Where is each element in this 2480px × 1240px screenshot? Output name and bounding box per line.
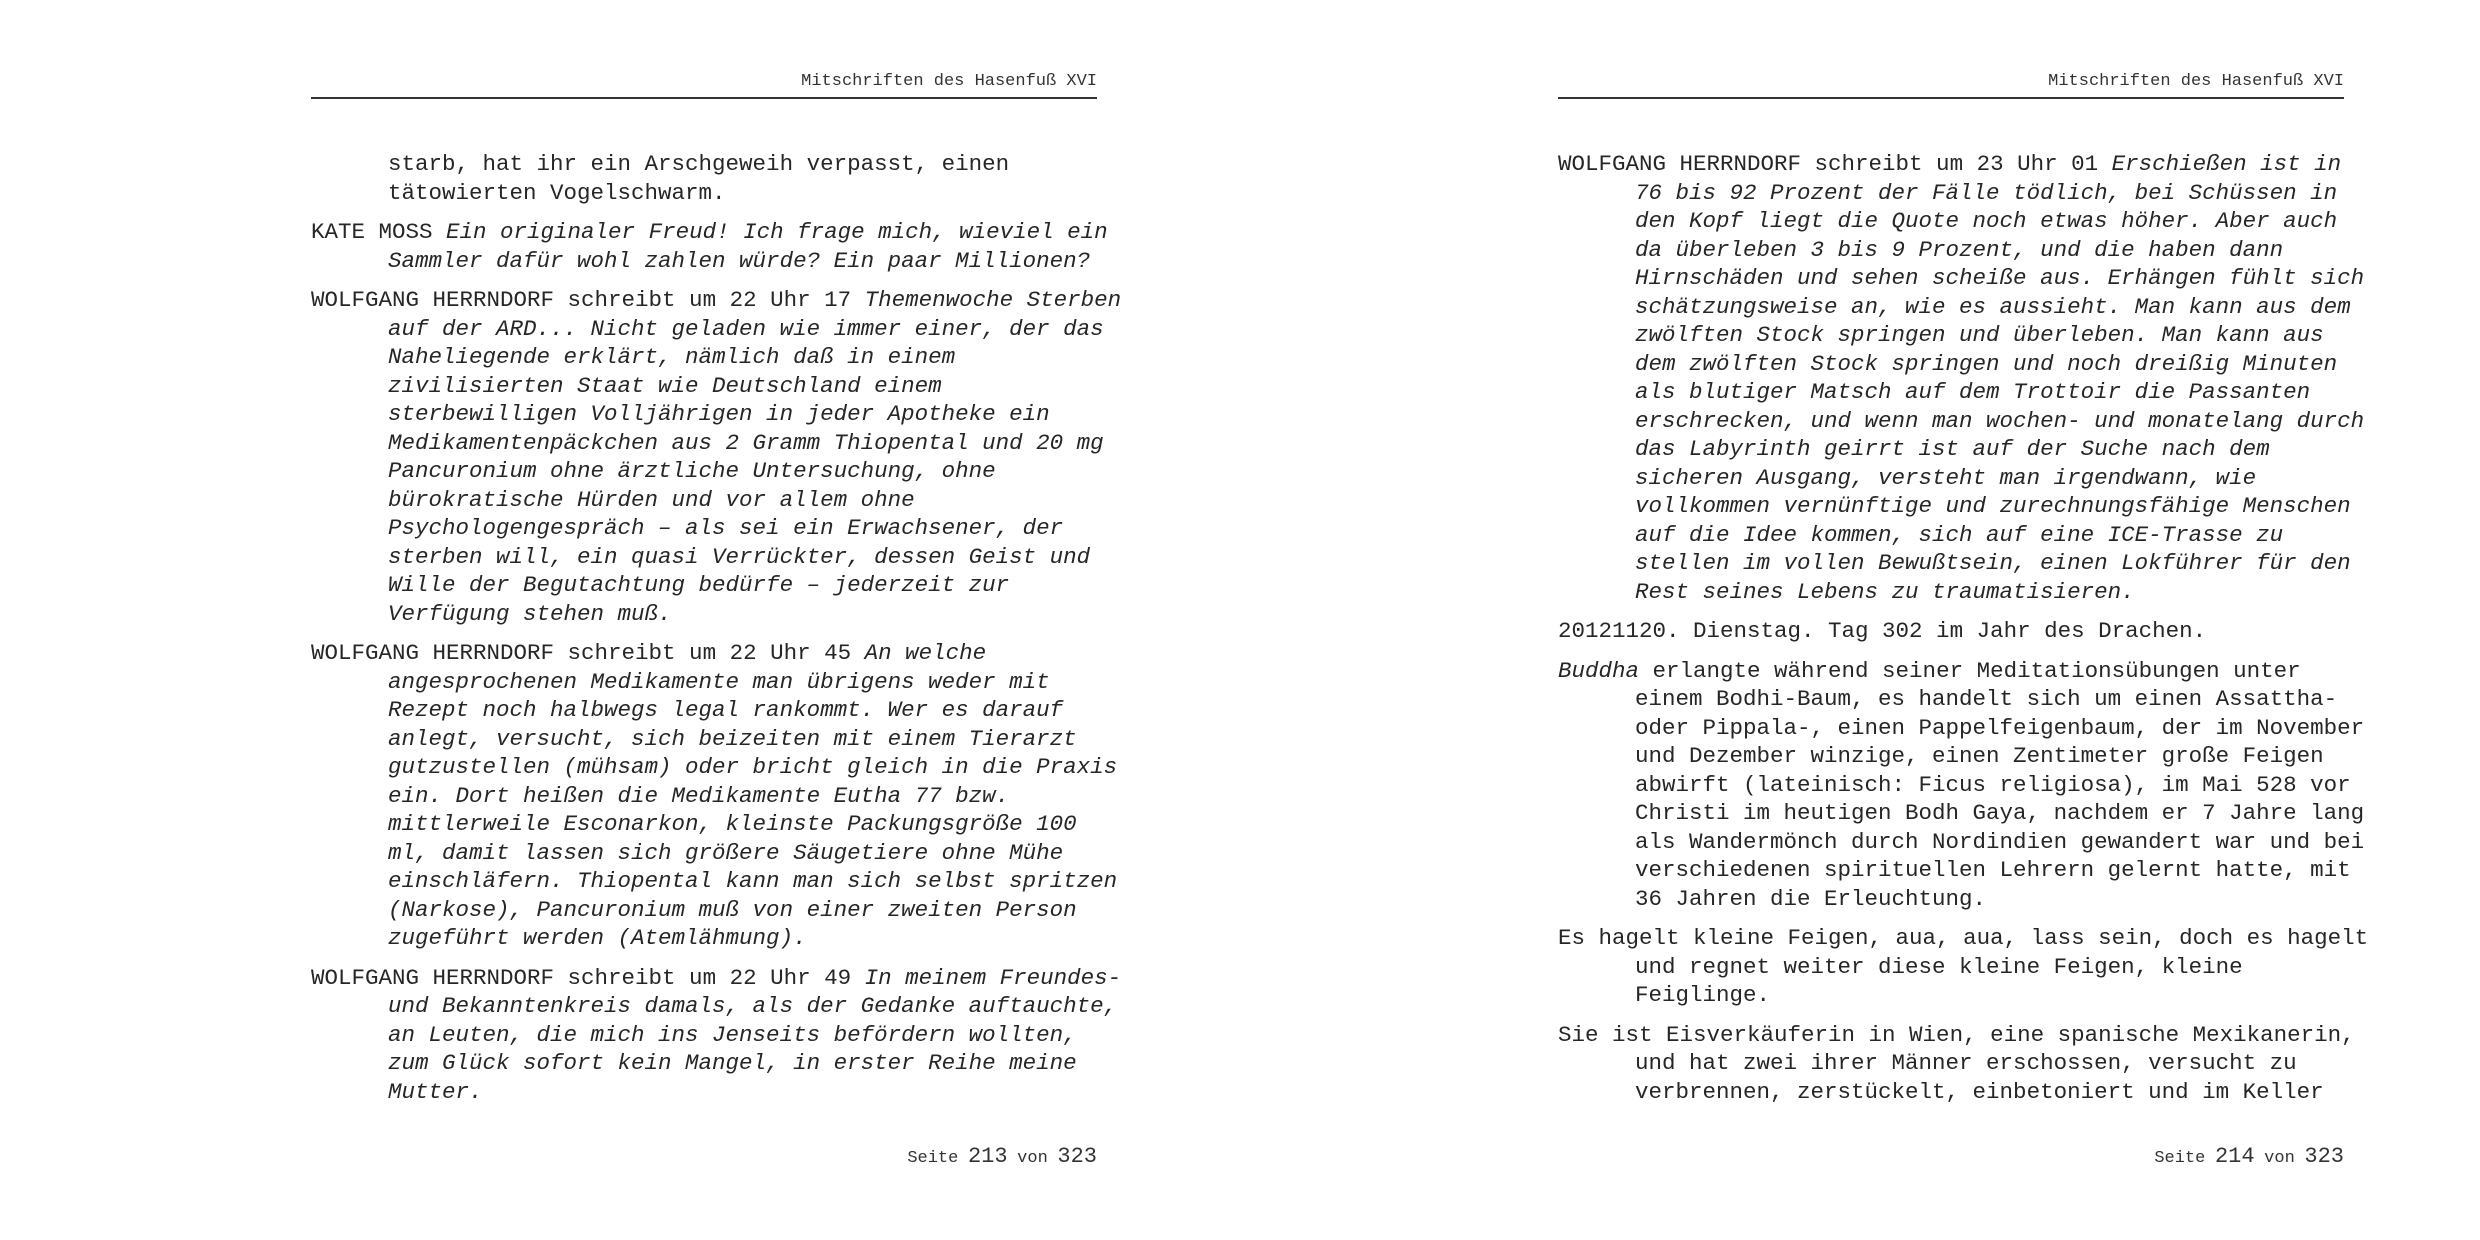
text-line [1558, 856, 2351, 885]
text-line [1558, 714, 2365, 743]
page-footer [2154, 1144, 2344, 1169]
text-line [1558, 885, 2344, 914]
footer-middle: von [2264, 1149, 2295, 1168]
italic-text: Verfügung stehen muß. [388, 600, 672, 627]
text-line [311, 668, 1097, 697]
text-line [1558, 378, 2344, 407]
italic-text: Pancuronium ohne ärztliche Untersuchung, ohne [388, 458, 996, 484]
text-line [311, 992, 1118, 1021]
text-run: 20121120. Dienstag. Tag 302 im Jahr des Drachen. [1558, 618, 2207, 644]
text-line [311, 600, 1097, 629]
text-line [311, 571, 1097, 600]
italic-text: Buddha [1558, 657, 1640, 684]
text-line [1558, 236, 2344, 265]
italic-text: Mutter. [388, 1078, 483, 1105]
text-line [311, 896, 1097, 925]
text-paragraph [311, 964, 1122, 1107]
text-run: tätowierten Vogelschwarm. [388, 179, 726, 206]
text-line [311, 286, 1122, 315]
text-line [1558, 207, 2344, 236]
italic-text: Themenwoche Sterben [864, 287, 1122, 313]
text-run: und hat zwei ihrer Männer erschossen, versucht zu [1635, 1050, 2297, 1076]
text-paragraph [311, 286, 1122, 628]
page-footer [907, 1144, 1097, 1169]
header-rule [1558, 97, 2344, 99]
text-line [311, 839, 1097, 868]
text-line [311, 1021, 1097, 1050]
text-line [311, 372, 1097, 401]
text-line [1558, 1049, 2344, 1078]
page-body [1558, 150, 2369, 1117]
text-run: als Wandermönch durch Nordindien gewandert war und bei [1635, 828, 2365, 855]
italic-text: zivilisierten Staat wie Deutschland einem [388, 372, 942, 399]
text-line [311, 247, 1097, 276]
text-paragraph [1558, 617, 2344, 646]
running-header: Mitschriften des Hasenfuß XVI [801, 72, 1097, 91]
text-run: WOLFGANG HERRNDORF schreibt um 23 Uhr 01 [1558, 151, 2112, 177]
text-line [311, 400, 1097, 429]
italic-text: sicheren Ausgang, versteht man irgendwann, wie [1635, 464, 2257, 491]
text-run: Christi im heutigen Bodh Gaya, nachdem er 7 Jahre lang [1635, 800, 2365, 826]
text-line [1558, 1078, 2344, 1107]
italic-text: 76 bis 92 Prozent der Fälle tödlich, bei Schüssen in [1635, 179, 2338, 206]
italic-text: zwölften Stock springen und überleben. Man kann aus [1635, 322, 2324, 348]
italic-text: Rest seines Lebens zu traumatisieren. [1635, 578, 2135, 605]
text-run: starb, hat ihr ein Arschgeweih verpasst, einen [388, 151, 1010, 177]
text-line [1558, 578, 2344, 607]
italic-text: das Labyrinth geirrt ist auf der Suche nach dem [1635, 436, 2270, 462]
text-line [311, 543, 1097, 572]
running-header: Mitschriften des Hasenfuß XVI [2048, 72, 2344, 91]
text-run: KATE MOSS [311, 219, 447, 245]
text-run: und Dezember winzige, einen Zentimeter große Feigen [1635, 743, 2324, 769]
text-line [311, 639, 1097, 668]
text-line [311, 486, 1097, 515]
text-line [1558, 492, 2351, 521]
text-line [311, 429, 1104, 458]
text-line [311, 782, 1097, 811]
text-line [311, 867, 1118, 896]
italic-text: stellen im vollen Bewußtsein, einen Lokführer für den [1635, 550, 2351, 576]
italic-text: angesprochenen Medikamente man übrigens weder mit [388, 668, 1050, 695]
footer-total-pages: 323 [1057, 1144, 1097, 1169]
text-paragraph [1558, 657, 2365, 914]
text-line [1558, 771, 2351, 800]
text-line [311, 964, 1122, 993]
text-line [1558, 435, 2344, 464]
text-line [311, 179, 1097, 208]
text-line [1558, 657, 2344, 686]
page-right [1558, 0, 2369, 1240]
text-run: WOLFGANG HERRNDORF schreibt um 22 Uhr 49 [311, 964, 865, 991]
text-line [1558, 264, 2365, 293]
italic-text: Wille der Begutachtung bedürfe – jederzeit zur [388, 572, 1010, 598]
text-line [1558, 828, 2365, 857]
italic-text: sterben will, ein quasi Verrückter, dessen Geist und [388, 543, 1091, 570]
text-line [311, 457, 1097, 486]
italic-text: vollkommen vernünftige und zurechnungsfähige Menschen [1635, 493, 2351, 519]
italic-text: auf die Idee kommen, sich auf eine ICE-Trasse zu [1635, 521, 2284, 548]
text-line [1558, 742, 2344, 771]
text-line [1558, 521, 2344, 550]
text-line [311, 315, 1104, 344]
footer-page-number: 213 [967, 1144, 1008, 1169]
text-line [311, 343, 1097, 372]
italic-text: als blutiger Matsch auf dem Trottoir die Passanten [1635, 379, 2311, 405]
text-line [1558, 464, 2344, 493]
italic-text: anlegt, versucht, sich beizeiten mit einem Tierarzt [388, 725, 1077, 752]
text-run: verschiedenen spirituellen Lehrern gelernt hatte, mit [1635, 857, 2351, 883]
text-paragraph [311, 150, 1097, 207]
text-line [1558, 179, 2344, 208]
italic-text: Medikamentenpäckchen aus 2 Gramm Thiopental und 20 mg [388, 429, 1104, 456]
italic-text: Rezept noch halbwegs legal rankommt. Wer es darauf [388, 697, 1064, 723]
italic-text: schätzungsweise an, wie es aussieht. Man kann aus dem [1635, 293, 2351, 320]
italic-text: Naheliegende erklärt, nämlich daß in einem [388, 344, 956, 370]
text-run: oder Pippala-, einen Pappelfeigenbaum, der im November [1635, 714, 2365, 741]
text-line [1558, 150, 2344, 179]
text-line [311, 514, 1097, 543]
text-line [1558, 953, 2344, 982]
text-run: verbrennen, zerstückelt, einbetoniert und im Keller [1635, 1078, 2324, 1105]
footer-page-number: 214 [2214, 1144, 2255, 1169]
italic-text: auf der ARD... Nicht geladen wie immer einer, der das [388, 315, 1104, 342]
text-paragraph [311, 218, 1108, 275]
italic-text: an Leuten, die mich ins Jenseits befördern wollten, [388, 1021, 1077, 1048]
text-line [1558, 617, 2344, 646]
text-run: erlangte während seiner Meditationsübungen unter [1639, 657, 2301, 684]
italic-text: dem zwölften Stock springen und noch dreißig Minuten [1635, 350, 2338, 377]
italic-text: sterbewilligen Volljährigen in jeder Apotheke ein [388, 401, 1050, 427]
italic-text: In meinem Freundes- [864, 964, 1122, 991]
italic-text: bürokratische Hürden und vor allem ohne [388, 486, 915, 513]
footer-total-pages: 323 [2304, 1144, 2344, 1169]
page-body [311, 150, 1122, 1117]
italic-text: zum Glück sofort kein Mangel, in erster Reihe meine [388, 1050, 1077, 1076]
italic-text: Ein originaler Freud! Ich frage mich, wieviel ein [446, 219, 1108, 245]
text-line [1558, 799, 2365, 828]
text-line [311, 725, 1097, 754]
text-paragraph [1558, 150, 2365, 606]
text-run: WOLFGANG HERRNDORF schreibt um 22 Uhr 45 [311, 640, 865, 666]
italic-text: mittlerweile Esconarkon, kleinste Packungsgröße 100 [388, 811, 1077, 837]
text-line [311, 1078, 1097, 1107]
text-line [1558, 1021, 2355, 1050]
text-run: einem Bodhi-Baum, es handelt sich um einen Assattha- [1635, 686, 2338, 712]
text-run: Feiglinge. [1635, 982, 1771, 1008]
text-run: abwirft (lateinisch: Ficus religiosa), im Mai 528 vor [1635, 771, 2351, 798]
text-line [1558, 350, 2344, 379]
text-line [311, 810, 1097, 839]
italic-text: Psychologengespräch – als sei ein Erwachsener, der [388, 515, 1064, 541]
italic-text: (Narkose), Pancuronium muß von einer zweiten Person [388, 896, 1077, 923]
text-line [1558, 981, 2344, 1010]
footer-prefix: Seite [907, 1149, 959, 1168]
text-run: und regnet weiter diese kleine Feigen, kleine [1635, 953, 2243, 980]
footer-prefix: Seite [2154, 1149, 2206, 1168]
text-run: Sie ist Eisverkäuferin in Wien, eine spanische Mexikanerin, [1558, 1021, 2355, 1048]
text-line [1558, 407, 2365, 436]
page-left [311, 0, 1122, 1240]
italic-text: gutzustellen (mühsam) oder bricht gleich in die Praxis [388, 754, 1118, 780]
italic-text: da überleben 3 bis 9 Prozent, und die haben dann [1635, 236, 2284, 263]
italic-text: Sammler dafür wohl zahlen würde? Ein paar Millionen? [388, 247, 1091, 274]
italic-text: einschläfern. Thiopental kann man sich selbst spritzen [388, 868, 1118, 894]
italic-text: Hirnschäden und sehen scheiße aus. Erhängen fühlt sich [1635, 265, 2365, 291]
text-line [311, 753, 1118, 782]
text-line [1558, 321, 2344, 350]
italic-text: zugeführt werden (Atemlähmung). [388, 925, 807, 951]
text-paragraph [311, 639, 1118, 953]
text-paragraph [1558, 924, 2369, 1010]
text-line [1558, 549, 2351, 578]
italic-text: erschrecken, und wenn man wochen- und monatelang durch [1635, 407, 2365, 434]
text-line [1558, 924, 2369, 953]
text-paragraph [1558, 1021, 2355, 1107]
text-line [311, 696, 1097, 725]
italic-text: den Kopf liegt die Quote noch etwas höher. Aber auch [1635, 208, 2338, 234]
text-line [1558, 293, 2351, 322]
footer-middle: von [1017, 1149, 1048, 1168]
italic-text: Erschießen ist in [2111, 151, 2342, 177]
italic-text: An welche [864, 640, 987, 666]
text-run: 36 Jahren die Erleuchtung. [1635, 885, 1987, 912]
italic-text: ein. Dort heißen die Medikamente Eutha 77 bzw. [388, 782, 1010, 809]
text-line [311, 218, 1108, 247]
italic-text: ml, damit lassen sich größere Säugetiere ohne Mühe [388, 839, 1064, 866]
text-line [1558, 685, 2344, 714]
header-rule [311, 97, 1097, 99]
italic-text: und Bekanntenkreis damals, als der Gedanke auftauchte, [388, 993, 1118, 1019]
text-line [311, 150, 1097, 179]
text-line [311, 924, 1097, 953]
text-line [311, 1049, 1097, 1078]
text-run: Es hagelt kleine Feigen, aua, aua, lass sein, doch es hagelt [1558, 925, 2369, 951]
text-run: WOLFGANG HERRNDORF schreibt um 22 Uhr 17 [311, 287, 865, 313]
